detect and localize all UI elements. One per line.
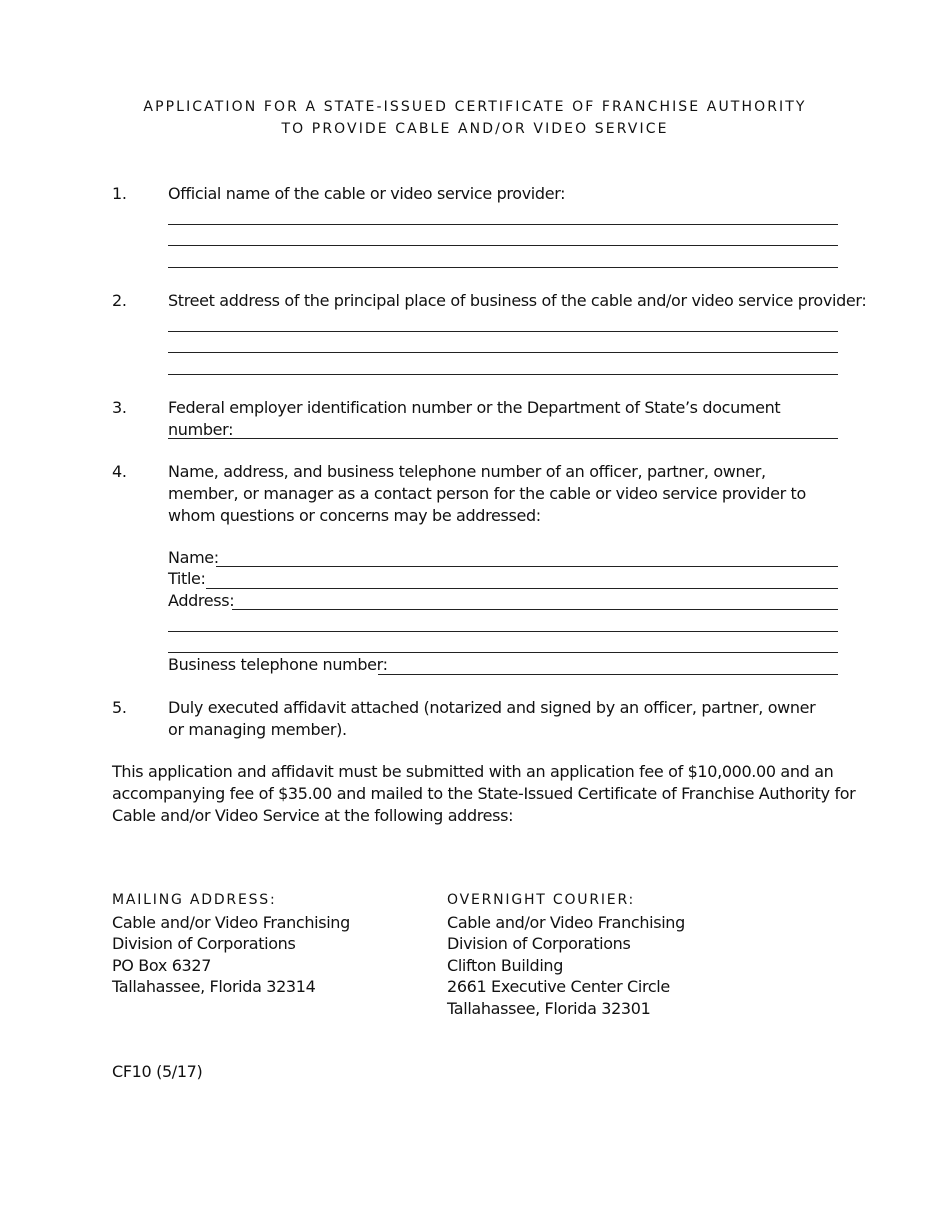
contact-address-field[interactable] bbox=[232, 609, 838, 610]
business-phone-field[interactable] bbox=[378, 674, 838, 675]
item-5-statement: Duly executed affidavit attached (notarized and signed by an officer, partner, owner or managing member). bbox=[168, 698, 816, 739]
contact-title-label: Title: bbox=[168, 569, 206, 588]
provider-name-line-2[interactable] bbox=[168, 245, 838, 246]
provider-name-line-3[interactable] bbox=[168, 267, 838, 268]
courier-address-line: Tallahassee, Florida 32301 bbox=[447, 998, 651, 1018]
contact-address-line-2[interactable] bbox=[168, 631, 838, 632]
courier-address-heading: OVERNIGHT COURIER: bbox=[447, 892, 636, 908]
business-phone-label: Business telephone number: bbox=[168, 655, 388, 674]
item-4-number: 4. bbox=[112, 462, 127, 481]
courier-address-line: 2661 Executive Center Circle bbox=[447, 977, 670, 996]
form-title bbox=[60, 96, 890, 140]
form-title-line-2: TO PROVIDE CABLE AND/OR VIDEO SERVICE bbox=[281, 121, 669, 137]
mailing-address-line: Tallahassee, Florida 32314 bbox=[112, 977, 316, 996]
mailing-address-block bbox=[112, 890, 350, 998]
item-3-number: 3. bbox=[112, 398, 127, 417]
contact-address-line-3[interactable] bbox=[168, 652, 838, 653]
submission-instructions: This application and affidavit must be submitted with an application fee of $10,000.00 and an accompanying fee of $35.00 and mailed to the State-Issued Certificate of Franchise Authority for Cable and/or Video Service at the following address: bbox=[112, 762, 856, 825]
mailing-address-line: Cable and/or Video Franchising bbox=[112, 912, 350, 932]
fein-document-number-line[interactable] bbox=[168, 438, 838, 439]
courier-address-line: Cable and/or Video Franchising bbox=[447, 912, 685, 932]
provider-name-line-1[interactable] bbox=[168, 224, 838, 225]
item-1-number: 1. bbox=[112, 184, 127, 203]
street-address-line-3[interactable] bbox=[168, 374, 838, 375]
item-4-question: Name, address, and business telephone number of an officer, partner, owner, member, or manager as a contact person for the cable or video service provider to whom questions or concerns may be addressed: bbox=[168, 462, 806, 525]
item-3-question: Federal employer identification number or the Department of State’s document number: bbox=[168, 398, 781, 439]
mailing-address-line: PO Box 6327 bbox=[112, 955, 212, 975]
contact-address-label: Address: bbox=[168, 591, 235, 610]
form-code: CF10 (5/17) bbox=[112, 1062, 203, 1081]
courier-address-line: Division of Corporations bbox=[447, 934, 631, 953]
item-2-number: 2. bbox=[112, 291, 127, 310]
item-2-question: Street address of the principal place of business of the cable and/or video service provider: bbox=[168, 291, 867, 310]
contact-name-label: Name: bbox=[168, 548, 219, 567]
form-title-line-1: APPLICATION FOR A STATE-ISSUED CERTIFICATE OF FRANCHISE AUTHORITY bbox=[143, 99, 807, 115]
mailing-address-heading: MAILING ADDRESS: bbox=[112, 892, 277, 908]
courier-address-line: Clifton Building bbox=[447, 955, 564, 975]
street-address-line-2[interactable] bbox=[168, 352, 838, 353]
item-1-question: Official name of the cable or video service provider: bbox=[168, 184, 566, 203]
contact-title-field[interactable] bbox=[206, 588, 838, 589]
courier-address-block bbox=[447, 890, 685, 1019]
mailing-address-line: Division of Corporations bbox=[112, 934, 296, 953]
contact-name-field[interactable] bbox=[216, 566, 838, 567]
item-5-number: 5. bbox=[112, 698, 127, 717]
street-address-line-1[interactable] bbox=[168, 331, 838, 332]
